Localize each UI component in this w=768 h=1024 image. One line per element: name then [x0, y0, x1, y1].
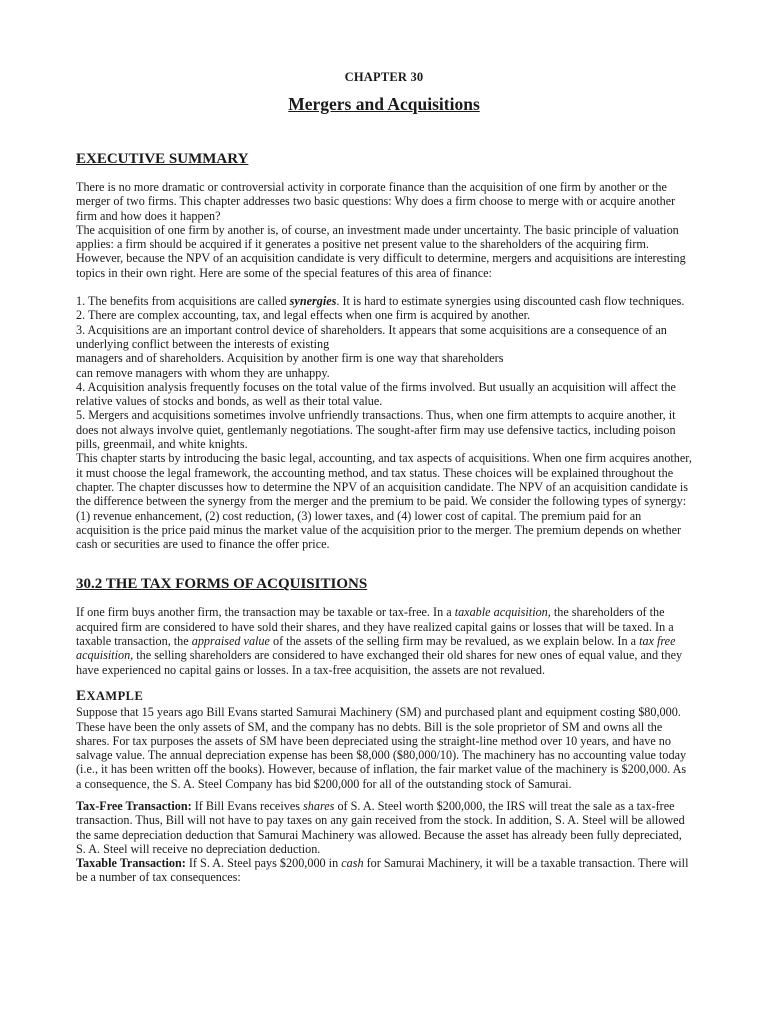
feature-item-3b: managers and of shareholders. Acquisition by another firm is one way that shareholders: [76, 351, 504, 366]
example-paragraph: Suppose that 15 years ago Bill Evans started Samurai Machinery (SM) and purchased plant and equipment costing $80,000. These have been the only assets of SM, and the company has no debts. Bill is the sole proprietor of SM and owns all the shares. For tax purposes the assets of SM have been depreciated using the straight-line method over 10 years, and have no salvage value. The annual depreciation expense has been $8,000 ($80,000/10). The machinery has no accounting value today (i.e., it has been written off the books). However, because of inflation, the fair market value of the machinery is $200,000. As a consequence, the S. A. Steel Company has bid $200,000 for all of the outstanding stock of Samurai.: [76, 705, 687, 791]
feature-item-3a: 3. Acquisitions are an important control device of shareholders. It appears that some acquisitions are a consequence of an underlying conflict between the interests of existing: [76, 322, 667, 351]
chapter-title: Mergers and Acquisitions: [288, 94, 480, 114]
spacer: [76, 280, 694, 294]
cash-term: cash: [341, 856, 364, 871]
chapter-title-wrap: [0, 94, 768, 115]
taxable-text: for Samurai Machinery, it will be a taxable transaction. There will be a number of tax consequences:: [76, 856, 689, 885]
tax-free-transaction-paragraph: [76, 799, 694, 856]
chapter-number: CHAPTER 30: [344, 70, 424, 84]
tax-free-text: of S. A. Steel worth $200,000, the IRS will treat the sale as a tax-free transaction. Thus, Bill will not have to pay taxes on any gain received from the stock. In addition, S. A. Steel will be allowed the same depreciation deduction that Samurai Machinery was allowed. Because the asset has already been fully depreciated, S. A. Steel will receive no depreciation deduction.: [76, 798, 685, 856]
example-heading: [76, 689, 694, 703]
document-body: [76, 150, 694, 885]
feature-item-4: 4. Acquisition analysis frequently focuses on the total value of the firms involved. But usually an acquisition will affect the relative values of stocks and bonds, as well as their total value.: [76, 379, 676, 409]
shares-term: shares: [303, 798, 335, 813]
summary-paragraph-1: There is no more dramatic or controversial activity in corporate finance than the acquisition of one firm by another or the merger of two firms. This chapter addresses two basic questions: Why does a firm choose to merge with or acquire another firm and how does it happen?: [76, 180, 676, 223]
taxable-acquisition-term: taxable acquisition,: [454, 605, 551, 620]
tax-free-label: Tax-Free Transaction:: [76, 798, 192, 813]
synergies-term: synergies: [289, 294, 337, 309]
feature-item-1-text: 1. The benefits from acquisitions are called: [76, 294, 290, 309]
example-heading-rest: XAMPLE: [86, 688, 144, 703]
summary-paragraph-3: This chapter starts by introducing the basic legal, accounting, and tax aspects of acquisitions. When one firm acquires another, it must choose the legal framework, the accounting method, and tax status. These choices will be explained throughout the chapter. The chapter discusses how to determine the NPV of an acquisition candidate. The NPV of an acquisition candidate is the difference between the synergy from the merger and the premium to be paid. We consider the following types of synergy: (1) revenue enhancement, (2) cost reduction, (3) lower taxes, and (4) lower cost of capital. The premium paid for an acquisition is the price paid minus the market value of the acquisition prior to the merger. The premium depends on whether cash or securities are used to finance the offer price.: [76, 451, 692, 552]
taxable-transaction-paragraph: [76, 856, 694, 885]
tax-text: of the assets of the selling firm may be revalued, as we explain below. In a: [269, 634, 640, 649]
feature-item-1: [76, 294, 694, 308]
tax-forms-paragraph: [76, 605, 694, 676]
tax-text: the selling shareholders are considered to have exchanged their old shares for new ones of equal value, and they have experienced no capital gains or losses. In a tax-free acquisition, the assets are not revalued.: [76, 648, 683, 677]
tax-free-acquisition-term: tax free acquisition,: [76, 634, 676, 663]
tax-free-text: If Bill Evans receives: [191, 798, 304, 813]
example-heading-initial: E: [76, 687, 87, 704]
feature-item-2: 2. There are complex accounting, tax, and legal effects when one firm is acquired by another.: [76, 308, 531, 323]
taxable-text: If S. A. Steel pays $200,000 in: [185, 856, 342, 871]
spacer: [76, 567, 694, 575]
appraised-value-term: appraised value: [191, 634, 270, 649]
summary-paragraph-2: The acquisition of one firm by another is, of course, an investment made under uncertainty. The basic principle of valuation applies: a firm should be acquired if it generates a positive net present value to the shareholders of the acquiring firm. However, because the NPV of an acquisition candidate is very difficult to determine, mergers and acquisitions are interesting topics in their own right. Here are some of the special features of this area of finance:: [76, 222, 686, 280]
tax-forms-heading: 30.2 THE TAX FORMS OF ACQUISITIONS: [76, 576, 368, 593]
feature-item-5: 5. Mergers and acquisitions sometimes involve unfriendly transactions. Thus, when one firm attempts to acquire another, it does not always involve quiet, gentlemanly negotiations. The sought-after firm may use defensive tactics, including poison pills, greenmail, and white knights.: [76, 408, 676, 452]
tax-text: If one firm buys another firm, the transaction may be taxable or tax-free. In a: [76, 605, 455, 620]
spacer: [76, 791, 694, 799]
spacer: [76, 551, 694, 567]
feature-item-1-rest: . It is hard to estimate synergies using discounted cash flow techniques.: [336, 294, 685, 309]
tax-text: the shareholders of the acquired firm are considered to have sold their shares, and they have realized capital gains or losses that will be taxed. In a taxable transaction, the: [76, 605, 674, 649]
executive-summary-heading: EXECUTIVE SUMMARY: [76, 151, 249, 167]
taxable-label: Taxable Transaction:: [76, 856, 186, 871]
feature-item-3c: can remove managers with whom they are unhappy.: [76, 365, 330, 380]
